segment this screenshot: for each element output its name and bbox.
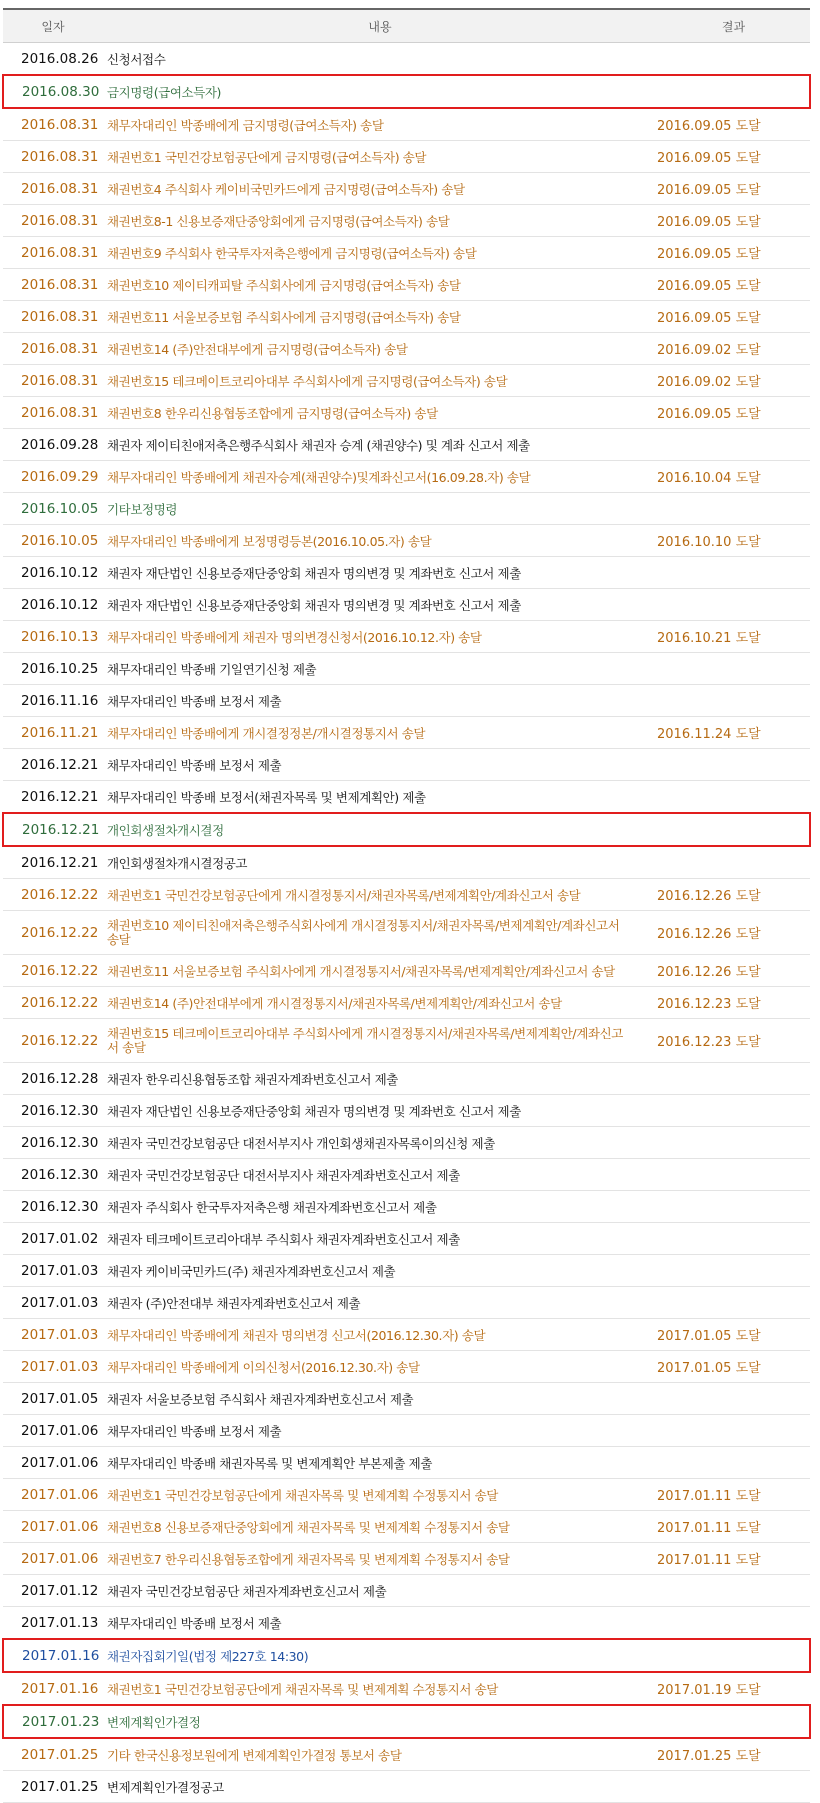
row-date: 2016.12.22: [3, 987, 103, 1019]
row-content: 채권번호14 (주)안전대부에게 개시결정통지서/채권자목록/변제계획안/계좌신고서 송달: [103, 987, 657, 1019]
table-row: [3, 1063, 810, 1095]
row-content: 채권번호10 제이티캐피탈 주식회사에게 금지명령(급여소득자) 송달: [103, 269, 657, 301]
row-result: [657, 1191, 810, 1223]
row-result: [657, 43, 810, 76]
row-content: 변제계획인가결정공고: [103, 1771, 657, 1803]
row-date: 2017.01.23: [3, 1705, 103, 1738]
row-result: 2016.09.05 도달: [657, 205, 810, 237]
table-row: [3, 987, 810, 1019]
row-date: 2016.12.21: [3, 749, 103, 781]
row-date: 2016.09.28: [3, 429, 103, 461]
row-content: 채무자대리인 박종배 보정서(채권자목록 및 변제계획안) 제출: [103, 781, 657, 814]
row-date: 2016.12.21: [3, 813, 103, 846]
row-content: 채무자대리인 박종배에게 채권자 명의변경신청서(2016.10.12.자) 송달: [103, 621, 657, 653]
table-row: [3, 781, 810, 814]
case-progress-table: [2, 8, 811, 1803]
row-result: [657, 493, 810, 525]
table-row: [3, 589, 810, 621]
row-result: 2016.12.23 도달: [657, 1019, 810, 1063]
row-result: 2016.09.05 도달: [657, 237, 810, 269]
table-row: [3, 461, 810, 493]
row-result: 2017.01.05 도달: [657, 1319, 810, 1351]
row-result: [657, 1771, 810, 1803]
row-result: [657, 1415, 810, 1447]
table-body: [3, 43, 810, 1803]
row-content: 채권자 주식회사 한국투자저축은행 채권자계좌번호신고서 제출: [103, 1191, 657, 1223]
row-result: [657, 781, 810, 814]
table-row: [3, 1447, 810, 1479]
row-date: 2016.12.22: [3, 955, 103, 987]
table-row: [3, 1319, 810, 1351]
row-content: 채권번호1 국민건강보험공단에게 채권자목록 및 변제계획 수정통지서 송달: [103, 1479, 657, 1511]
row-content: 채권번호11 서울보증보험 주식회사에게 개시결정통지서/채권자목록/변제계획안/계좌신고서 송달: [103, 955, 657, 987]
row-result: 2016.12.26 도달: [657, 879, 810, 911]
row-result: 2017.01.11 도달: [657, 1511, 810, 1543]
row-date: 2017.01.13: [3, 1607, 103, 1640]
table-row: [3, 301, 810, 333]
row-result: [657, 653, 810, 685]
case-progress-panel: [2, 8, 811, 1803]
table-row-highlighted: [3, 813, 810, 846]
row-content: 채권번호1 국민건강보험공단에게 개시결정통지서/채권자목록/변제계획안/계좌신고서 송달: [103, 879, 657, 911]
row-content: 채무자대리인 박종배에게 금지명령(급여소득자) 송달: [103, 108, 657, 141]
row-result: [657, 1255, 810, 1287]
row-date: 2016.10.05: [3, 493, 103, 525]
row-result: 2016.12.23 도달: [657, 987, 810, 1019]
row-date: 2017.01.05: [3, 1383, 103, 1415]
row-result: 2016.10.10 도달: [657, 525, 810, 557]
row-date: 2016.11.16: [3, 685, 103, 717]
row-date: 2016.08.26: [3, 43, 103, 76]
table-row: [3, 1351, 810, 1383]
row-date: 2016.12.30: [3, 1095, 103, 1127]
row-date: 2016.10.12: [3, 557, 103, 589]
table-row: [3, 1771, 810, 1803]
row-date: 2017.01.03: [3, 1351, 103, 1383]
row-result: [657, 75, 810, 108]
table-row-highlighted: [3, 1639, 810, 1672]
row-result: [657, 1607, 810, 1640]
row-content: 채무자대리인 박종배 보정서 제출: [103, 685, 657, 717]
table-row: [3, 493, 810, 525]
row-date: 2016.08.31: [3, 333, 103, 365]
table-row: [3, 1543, 810, 1575]
table-row: [3, 1019, 810, 1063]
header-result: 결과: [657, 9, 810, 43]
table-row: [3, 955, 810, 987]
row-content: 신청서접수: [103, 43, 657, 76]
row-content: 채권번호11 서울보증보험 주식회사에게 금지명령(급여소득자) 송달: [103, 301, 657, 333]
row-content: 채권자 재단법인 신용보증재단중앙회 채권자 명의변경 및 계좌번호 신고서 제출: [103, 589, 657, 621]
row-result: 2016.09.05 도달: [657, 173, 810, 205]
row-date: 2016.12.28: [3, 1063, 103, 1095]
table-row: [3, 1095, 810, 1127]
row-result: [657, 1063, 810, 1095]
table-row: [3, 1479, 810, 1511]
row-result: [657, 1159, 810, 1191]
table-row: [3, 333, 810, 365]
row-date: 2016.12.21: [3, 846, 103, 879]
row-date: 2017.01.06: [3, 1447, 103, 1479]
row-result: 2017.01.11 도달: [657, 1543, 810, 1575]
row-content: 채권자 재단법인 신용보증재단중앙회 채권자 명의변경 및 계좌번호 신고서 제출: [103, 557, 657, 589]
row-date: 2016.08.31: [3, 301, 103, 333]
row-result: [657, 685, 810, 717]
row-date: 2016.08.30: [3, 75, 103, 108]
row-content: 채무자대리인 박종배에게 보정명령등본(2016.10.05.자) 송달: [103, 525, 657, 557]
row-content: 채권번호4 주식회사 케이비국민카드에게 금지명령(급여소득자) 송달: [103, 173, 657, 205]
row-date: 2016.12.21: [3, 781, 103, 814]
row-content: 개인회생절차개시결정공고: [103, 846, 657, 879]
row-result: 2016.10.21 도달: [657, 621, 810, 653]
table-row: [3, 717, 810, 749]
row-date: 2017.01.03: [3, 1255, 103, 1287]
row-content: 채무자대리인 박종배에게 개시결정정본/개시결정통지서 송달: [103, 717, 657, 749]
row-date: 2016.11.21: [3, 717, 103, 749]
table-row: [3, 108, 810, 141]
table-row: [3, 911, 810, 955]
row-result: 2016.11.24 도달: [657, 717, 810, 749]
row-content: 금지명령(급여소득자): [103, 75, 657, 108]
row-date: 2016.10.13: [3, 621, 103, 653]
row-result: [657, 429, 810, 461]
table-row: [3, 43, 810, 76]
table-row: [3, 1287, 810, 1319]
row-date: 2016.08.31: [3, 269, 103, 301]
row-content: 기타보정명령: [103, 493, 657, 525]
row-content: 개인회생절차개시결정: [103, 813, 657, 846]
table-row: [3, 365, 810, 397]
row-result: 2017.01.19 도달: [657, 1672, 810, 1705]
row-result: [657, 749, 810, 781]
row-date: 2016.12.22: [3, 879, 103, 911]
row-date: 2017.01.25: [3, 1771, 103, 1803]
row-result: [657, 589, 810, 621]
row-content: 채권번호15 테크메이트코리아대부 주식회사에게 개시결정통지서/채권자목록/변제계획안/계좌신고서 송달: [103, 1019, 657, 1063]
table-row: [3, 1511, 810, 1543]
row-date: 2017.01.06: [3, 1479, 103, 1511]
table-row: [3, 269, 810, 301]
row-result: 2016.09.05 도달: [657, 269, 810, 301]
row-result: 2016.09.05 도달: [657, 141, 810, 173]
table-row-highlighted: [3, 1705, 810, 1738]
row-date: 2017.01.06: [3, 1415, 103, 1447]
row-result: [657, 1705, 810, 1738]
row-result: [657, 1287, 810, 1319]
row-result: 2016.09.02 도달: [657, 365, 810, 397]
table-row: [3, 879, 810, 911]
row-content: 채권번호8 한우리신용협동조합에게 금지명령(급여소득자) 송달: [103, 397, 657, 429]
table-row: [3, 1415, 810, 1447]
row-date: 2016.08.31: [3, 141, 103, 173]
row-date: 2016.08.31: [3, 205, 103, 237]
row-date: 2016.09.29: [3, 461, 103, 493]
row-date: 2017.01.16: [3, 1639, 103, 1672]
row-content: 채권자 국민건강보험공단 채권자계좌번호신고서 제출: [103, 1575, 657, 1607]
table-row: [3, 621, 810, 653]
table-row: [3, 1738, 810, 1771]
row-result: 2016.09.05 도달: [657, 301, 810, 333]
row-result: [657, 1223, 810, 1255]
row-date: 2016.08.31: [3, 365, 103, 397]
row-date: 2016.08.31: [3, 397, 103, 429]
row-date: 2016.12.30: [3, 1159, 103, 1191]
table-row: [3, 205, 810, 237]
row-date: 2016.10.05: [3, 525, 103, 557]
row-content: 채권번호14 (주)안전대부에게 금지명령(급여소득자) 송달: [103, 333, 657, 365]
row-date: 2016.10.25: [3, 653, 103, 685]
row-content: 채무자대리인 박종배 보정서 제출: [103, 749, 657, 781]
row-date: 2016.08.31: [3, 237, 103, 269]
table-row: [3, 557, 810, 589]
row-content: 채무자대리인 박종배에게 이의신청서(2016.12.30.자) 송달: [103, 1351, 657, 1383]
row-content: 채무자대리인 박종배에게 채권자승계(채권양수)및계좌신고서(16.09.28.자) 송달: [103, 461, 657, 493]
row-result: [657, 1639, 810, 1672]
row-content: 채권자 테크메이트코리아대부 주식회사 채권자계좌번호신고서 제출: [103, 1223, 657, 1255]
row-date: 2017.01.25: [3, 1738, 103, 1771]
row-result: 2016.12.26 도달: [657, 911, 810, 955]
row-content: 채권번호1 국민건강보험공단에게 채권자목록 및 변제계획 수정통지서 송달: [103, 1672, 657, 1705]
row-result: [657, 1575, 810, 1607]
row-result: [657, 1383, 810, 1415]
row-content: 채무자대리인 박종배 기일연기신청 제출: [103, 653, 657, 685]
row-content: 채권자 서울보증보험 주식회사 채권자계좌번호신고서 제출: [103, 1383, 657, 1415]
table-row: [3, 653, 810, 685]
header-content: 내용: [103, 9, 657, 43]
row-date: 2016.10.12: [3, 589, 103, 621]
row-content: 채권자 국민건강보험공단 대전서부지사 채권자계좌번호신고서 제출: [103, 1159, 657, 1191]
row-date: 2017.01.12: [3, 1575, 103, 1607]
table-row: [3, 1127, 810, 1159]
table-row: [3, 685, 810, 717]
row-date: 2017.01.06: [3, 1543, 103, 1575]
row-content: 채권번호9 주식회사 한국투자저축은행에게 금지명령(급여소득자) 송달: [103, 237, 657, 269]
row-content: 채권번호8 신용보증재단중앙회에게 채권자목록 및 변제계획 수정통지서 송달: [103, 1511, 657, 1543]
row-result: 2017.01.05 도달: [657, 1351, 810, 1383]
row-content: 채권번호15 테크메이트코리아대부 주식회사에게 금지명령(급여소득자) 송달: [103, 365, 657, 397]
row-date: 2016.12.30: [3, 1127, 103, 1159]
row-result: [657, 846, 810, 879]
row-content: 채무자대리인 박종배에게 채권자 명의변경 신고서(2016.12.30.자) 송달: [103, 1319, 657, 1351]
table-row: [3, 749, 810, 781]
table-row: [3, 1672, 810, 1705]
table-row-highlighted: [3, 75, 810, 108]
table-header: [3, 9, 810, 43]
row-content: 채권자 케이비국민카드(주) 채권자계좌번호신고서 제출: [103, 1255, 657, 1287]
row-content: 채권번호1 국민건강보험공단에게 금지명령(급여소득자) 송달: [103, 141, 657, 173]
row-content: 채무자대리인 박종배 보정서 제출: [103, 1415, 657, 1447]
row-result: 2016.12.26 도달: [657, 955, 810, 987]
row-date: 2016.12.22: [3, 1019, 103, 1063]
table-row: [3, 1159, 810, 1191]
row-date: 2017.01.03: [3, 1319, 103, 1351]
table-row: [3, 525, 810, 557]
row-result: 2017.01.25 도달: [657, 1738, 810, 1771]
table-row: [3, 141, 810, 173]
table-row: [3, 1191, 810, 1223]
row-content: 채권자 국민건강보험공단 대전서부지사 개인회생채권자목록이의신청 제출: [103, 1127, 657, 1159]
row-date: 2017.01.02: [3, 1223, 103, 1255]
row-result: [657, 1127, 810, 1159]
table-row: [3, 173, 810, 205]
row-date: 2017.01.03: [3, 1287, 103, 1319]
row-content: 채권자 (주)안전대부 채권자계좌번호신고서 제출: [103, 1287, 657, 1319]
row-content: 채권자 한우리신용협동조합 채권자계좌번호신고서 제출: [103, 1063, 657, 1095]
row-date: 2017.01.06: [3, 1511, 103, 1543]
row-result: [657, 557, 810, 589]
row-content: 채권자 재단법인 신용보증재단중앙회 채권자 명의변경 및 계좌번호 신고서 제출: [103, 1095, 657, 1127]
row-result: 2016.10.04 도달: [657, 461, 810, 493]
table-row: [3, 1255, 810, 1287]
row-date: 2016.08.31: [3, 173, 103, 205]
row-result: [657, 813, 810, 846]
row-content: 채무자대리인 박종배 보정서 제출: [103, 1607, 657, 1640]
row-date: 2017.01.16: [3, 1672, 103, 1705]
row-content: 채권번호10 제이티친애저축은행주식회사에게 개시결정통지서/채권자목록/변제계획안/계좌신고서 송달: [103, 911, 657, 955]
table-row: [3, 429, 810, 461]
row-result: [657, 1095, 810, 1127]
table-row: [3, 1575, 810, 1607]
table-row: [3, 1383, 810, 1415]
row-date: 2016.12.22: [3, 911, 103, 955]
row-result: 2016.09.02 도달: [657, 333, 810, 365]
table-row: [3, 1223, 810, 1255]
row-result: 2016.09.05 도달: [657, 108, 810, 141]
row-result: [657, 1447, 810, 1479]
table-row: [3, 397, 810, 429]
row-content: 변제계획인가결정: [103, 1705, 657, 1738]
table-row: [3, 846, 810, 879]
row-date: 2016.08.31: [3, 108, 103, 141]
row-date: 2016.12.30: [3, 1191, 103, 1223]
row-result: 2017.01.11 도달: [657, 1479, 810, 1511]
row-content: 채권자 제이티친애저축은행주식회사 채권자 승계 (채권양수) 및 계좌 신고서 제출: [103, 429, 657, 461]
row-content: 채무자대리인 박종배 채권자목록 및 변제계획안 부본제출 제출: [103, 1447, 657, 1479]
row-content: 채권자집회기일(법정 제227호 14:30): [103, 1639, 657, 1672]
row-content: 채권번호8-1 신용보증재단중앙회에게 금지명령(급여소득자) 송달: [103, 205, 657, 237]
row-result: 2016.09.05 도달: [657, 397, 810, 429]
table-row: [3, 1607, 810, 1640]
header-date: 일자: [3, 9, 103, 43]
row-content: 기타 한국신용정보원에게 변제계획인가결정 통보서 송달: [103, 1738, 657, 1771]
table-row: [3, 237, 810, 269]
row-content: 채권번호7 한우리신용협동조합에게 채권자목록 및 변제계획 수정통지서 송달: [103, 1543, 657, 1575]
